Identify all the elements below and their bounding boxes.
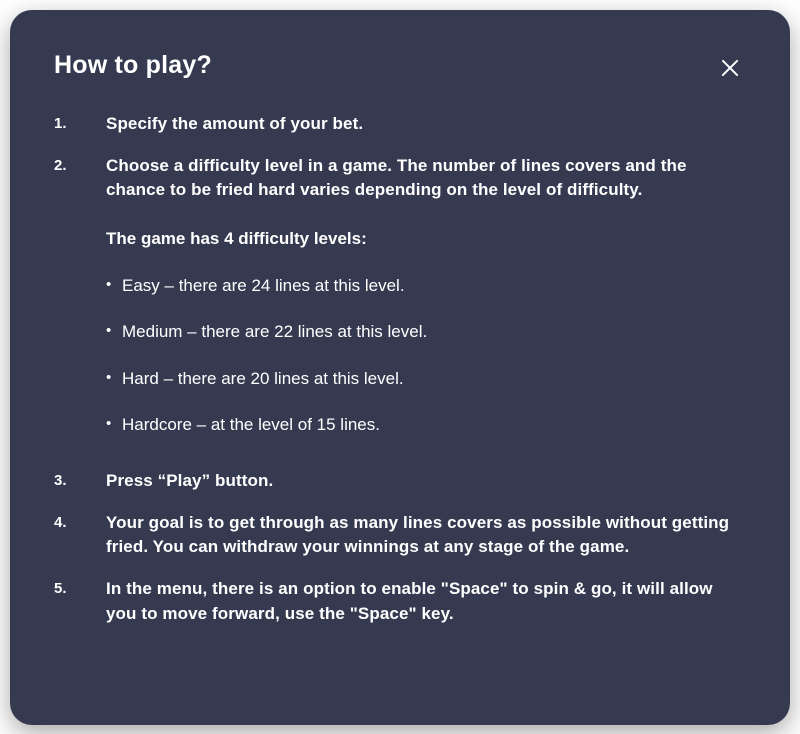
step-text: Specify the amount of your bet. bbox=[106, 114, 364, 133]
spacer bbox=[106, 438, 746, 452]
step-number: 1. bbox=[54, 115, 67, 132]
step-text: Choose a difficulty level in a game. The number of lines covers and the chance to be fried hard varies depending on the level of difficulty. bbox=[106, 155, 687, 200]
difficulty-levels-heading: The game has 4 difficulty levels: bbox=[106, 228, 367, 248]
close-icon[interactable] bbox=[716, 54, 744, 82]
step-number: 2. bbox=[54, 156, 67, 174]
step-body bbox=[106, 112, 746, 137]
steps-list bbox=[54, 112, 746, 626]
step-body bbox=[106, 154, 746, 452]
step-body bbox=[106, 511, 746, 560]
page-title: How to play? bbox=[54, 51, 212, 79]
list-item: • Hard – there are 20 lines at this level. bbox=[106, 367, 746, 392]
modal-header bbox=[54, 52, 746, 82]
list-item: • Medium – there are 22 lines at this level. bbox=[106, 320, 746, 345]
list-item bbox=[54, 469, 746, 494]
list-item bbox=[54, 154, 746, 452]
list-item bbox=[54, 112, 746, 137]
step-text: Press “Play” button. bbox=[106, 471, 274, 491]
step-number: 3. bbox=[54, 472, 67, 490]
list-item: • Hardcore – at the level of 15 lines. bbox=[106, 413, 746, 438]
difficulty-levels-list bbox=[106, 274, 746, 439]
how-to-play-modal bbox=[10, 10, 790, 725]
step-number: 5. bbox=[54, 580, 67, 598]
list-item bbox=[54, 511, 746, 560]
step-number: 4. bbox=[54, 513, 67, 531]
step-text: Your goal is to get through as many lines covers as possible without getting fried. You can withdraw your winnings at any stage of the game. bbox=[106, 512, 730, 557]
step-body bbox=[106, 577, 746, 626]
list-item: • Easy – there are 24 lines at this level. bbox=[106, 274, 746, 299]
step-body bbox=[106, 469, 746, 494]
step-text: In the menu, there is an option to enable "Space" to spin & go, it will allow you to move forward, use the "Space" key. bbox=[106, 579, 713, 623]
list-item bbox=[54, 577, 746, 626]
